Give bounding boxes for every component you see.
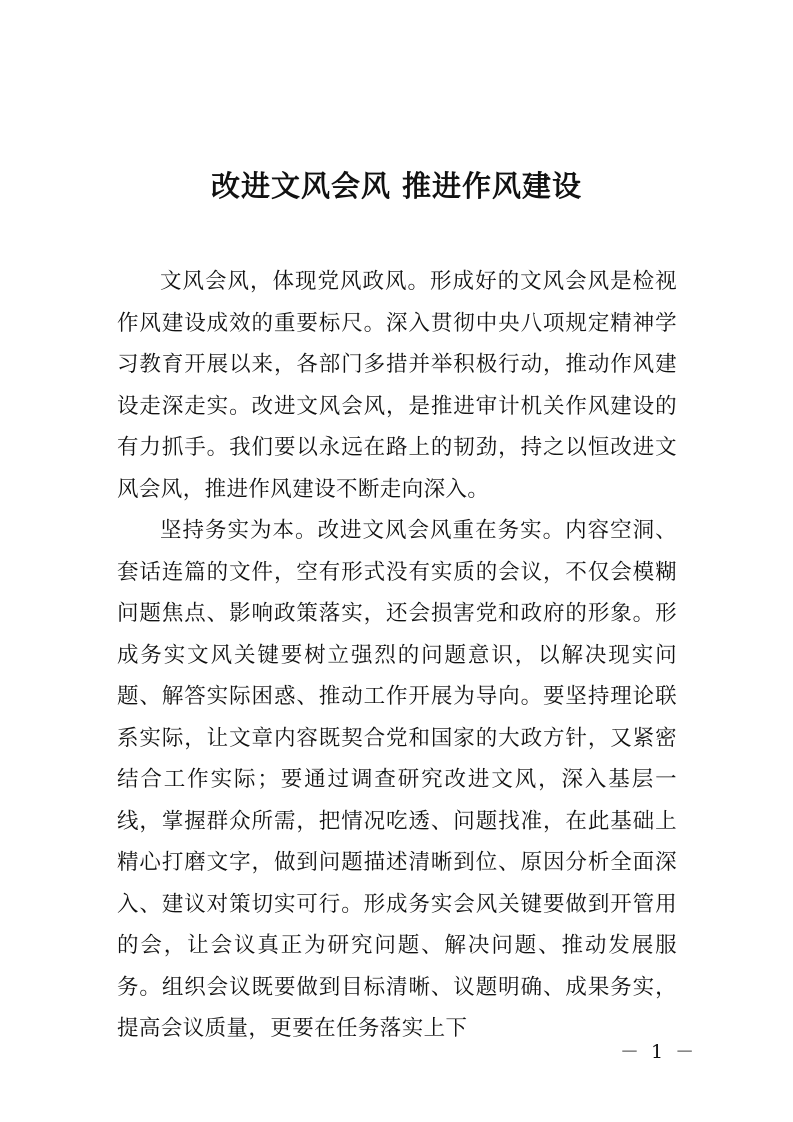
paragraph-intro: 文风会风，体现党风政风。形成好的文风会风是检视作风建设成效的重要标尺。深入贯彻中央八项规定精神学习教育开展以来，各部门多措并举积极行动，推动作风建设走深走实。改进文风会风，是推进审计机关作风建设的有力抓手。我们要以永远在路上的韧劲，持之以恒改进文风会风，推进作风建设不断走向深入。 bbox=[117, 269, 677, 502]
page-number: － 1 － bbox=[620, 1041, 698, 1063]
document-body bbox=[117, 261, 677, 1050]
paragraph-pragmatism: 坚持务实为本。改进文风会风重在务实。内容空洞、套话连篇的文件，空有形式没有实质的会议，不仅会模糊问题焦点、影响政策落实，还会损害党和政府的形象。形成务实文风关键要树立强烈的问题意识，以解决现实问题、解答实际困惑、推动工作开展为导向。要坚持理论联系实际，让文章内容既契合党和国家的大政方针，又紧密结合工作实际；要通过调查研究改进文风，深入基层一线，掌握群众所需，把情况吃透、问题找准，在此基础上精心打磨文字，做到问题描述清晰到位、原因分析全面深入、建议对策切实可行。形成务实会风关键要做到开管用的会，让会议真正为研究问题、解决问题、推动发展服务。组织会议既要做到目标清晰、议题明确、成果务实，提高会议质量，更要在任务落实上下 bbox=[117, 518, 677, 1041]
document-title: 改进文风会风 推进作风建设 bbox=[210, 169, 583, 203]
